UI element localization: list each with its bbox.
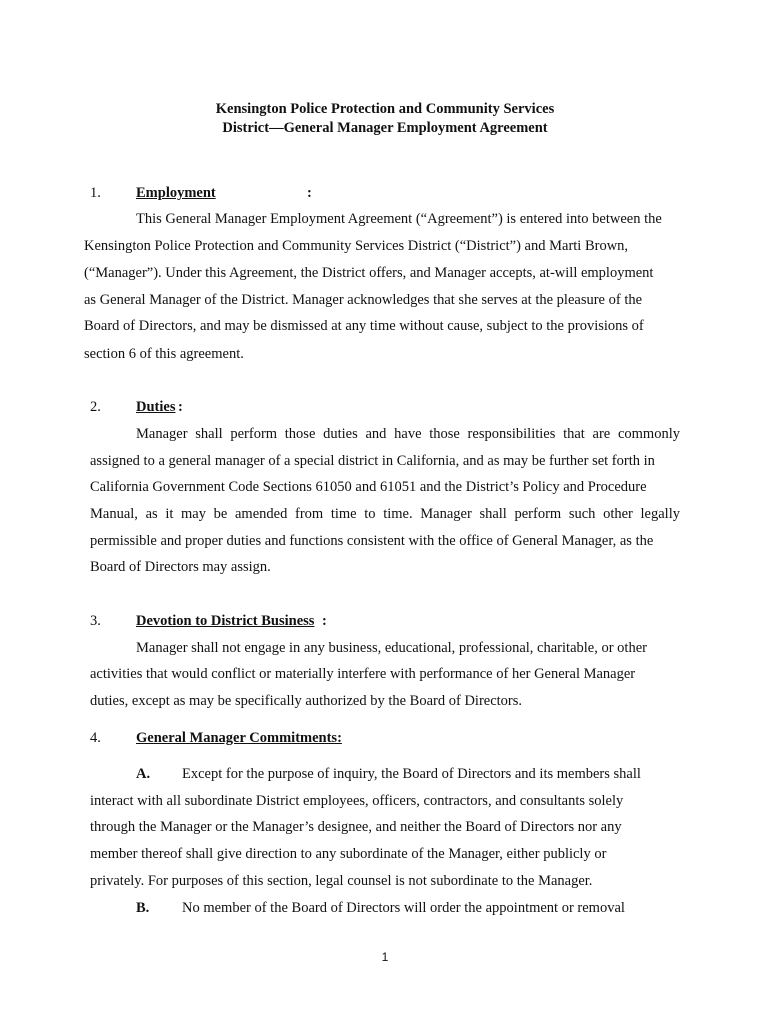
paragraph-line: This General Manager Employment Agreement (“Agreement”) is entered into between the — [136, 211, 662, 227]
section-title: Employment — [136, 185, 216, 201]
section-number: 1. — [90, 185, 101, 201]
paragraph-line: through the Manager or the Manager’s designee, and neither the Board of Directors nor any — [90, 819, 622, 835]
section-title: Devotion to District Business — [136, 613, 315, 629]
paragraph-line: permissible and proper duties and functions consistent with the office of General Manager, as the — [90, 533, 654, 549]
section-number: 2. — [90, 399, 101, 415]
paragraph-line: interact with all subordinate District employees, officers, contractors, and consultants solely — [90, 793, 624, 809]
paragraph-line: Board of Directors, and may be dismissed at any time without cause, subject to the provisions of — [84, 318, 644, 334]
section-title-colon: : — [322, 613, 327, 629]
paragraph-line: assigned to a general manager of a special district in California, and as may be further set forth in — [90, 453, 655, 469]
paragraph-line: section 6 of this agreement. — [84, 346, 244, 362]
section-number: 4. — [90, 730, 101, 746]
document-title — [0, 100, 770, 138]
paragraph-line: California Government Code Sections 61050 and 61051 and the District’s Policy and Procedure — [90, 479, 647, 495]
subsection-b-letter: B. — [136, 900, 150, 916]
paragraph-line: privately. For purposes of this section, legal counsel is not subordinate to the Manager. — [90, 873, 593, 889]
paragraph-line: Except for the purpose of inquiry, the Board of Directors and its members shall — [182, 766, 641, 782]
paragraph-line: Manual, as it may be amended from time to time. Manager shall perform such other legally — [90, 506, 680, 522]
subsection-a-letter: A. — [136, 766, 151, 782]
section-number: 3. — [90, 613, 101, 629]
page-number: 1 — [381, 950, 389, 964]
paragraph-line: Board of Directors may assign. — [90, 559, 271, 575]
paragraph-line: activities that would conflict or materially interfere with performance of her General Manager — [90, 666, 636, 682]
title-line-1: Kensington Police Protection and Community Services — [215, 101, 555, 117]
section-title-colon: : — [307, 185, 312, 201]
paragraph-line: No member of the Board of Directors will order the appointment or removal — [182, 900, 625, 916]
section-title: General Manager Commitments: — [136, 730, 342, 746]
title-line-2: District—General Manager Employment Agreement — [222, 120, 548, 136]
section-title-colon: : — [178, 399, 183, 415]
paragraph-line: duties, except as may be specifically authorized by the Board of Directors. — [90, 693, 523, 709]
paragraph-line: Kensington Police Protection and Community Services District (“District”) and Marti Brown, — [84, 238, 629, 254]
paragraph-line: member thereof shall give direction to any subordinate of the Manager, either publicly or — [90, 846, 607, 862]
paragraph-line: as General Manager of the District. Manager acknowledges that she serves at the pleasure of the — [84, 292, 643, 308]
section-title: Duties — [136, 399, 176, 415]
paragraph-line: Manager shall perform those duties and have those responsibilities that are commonly — [136, 426, 680, 442]
paragraph-line: Manager shall not engage in any business, educational, professional, charitable, or other — [136, 640, 647, 656]
paragraph-line: (“Manager”). Under this Agreement, the District offers, and Manager accepts, at-will employment — [84, 265, 654, 281]
